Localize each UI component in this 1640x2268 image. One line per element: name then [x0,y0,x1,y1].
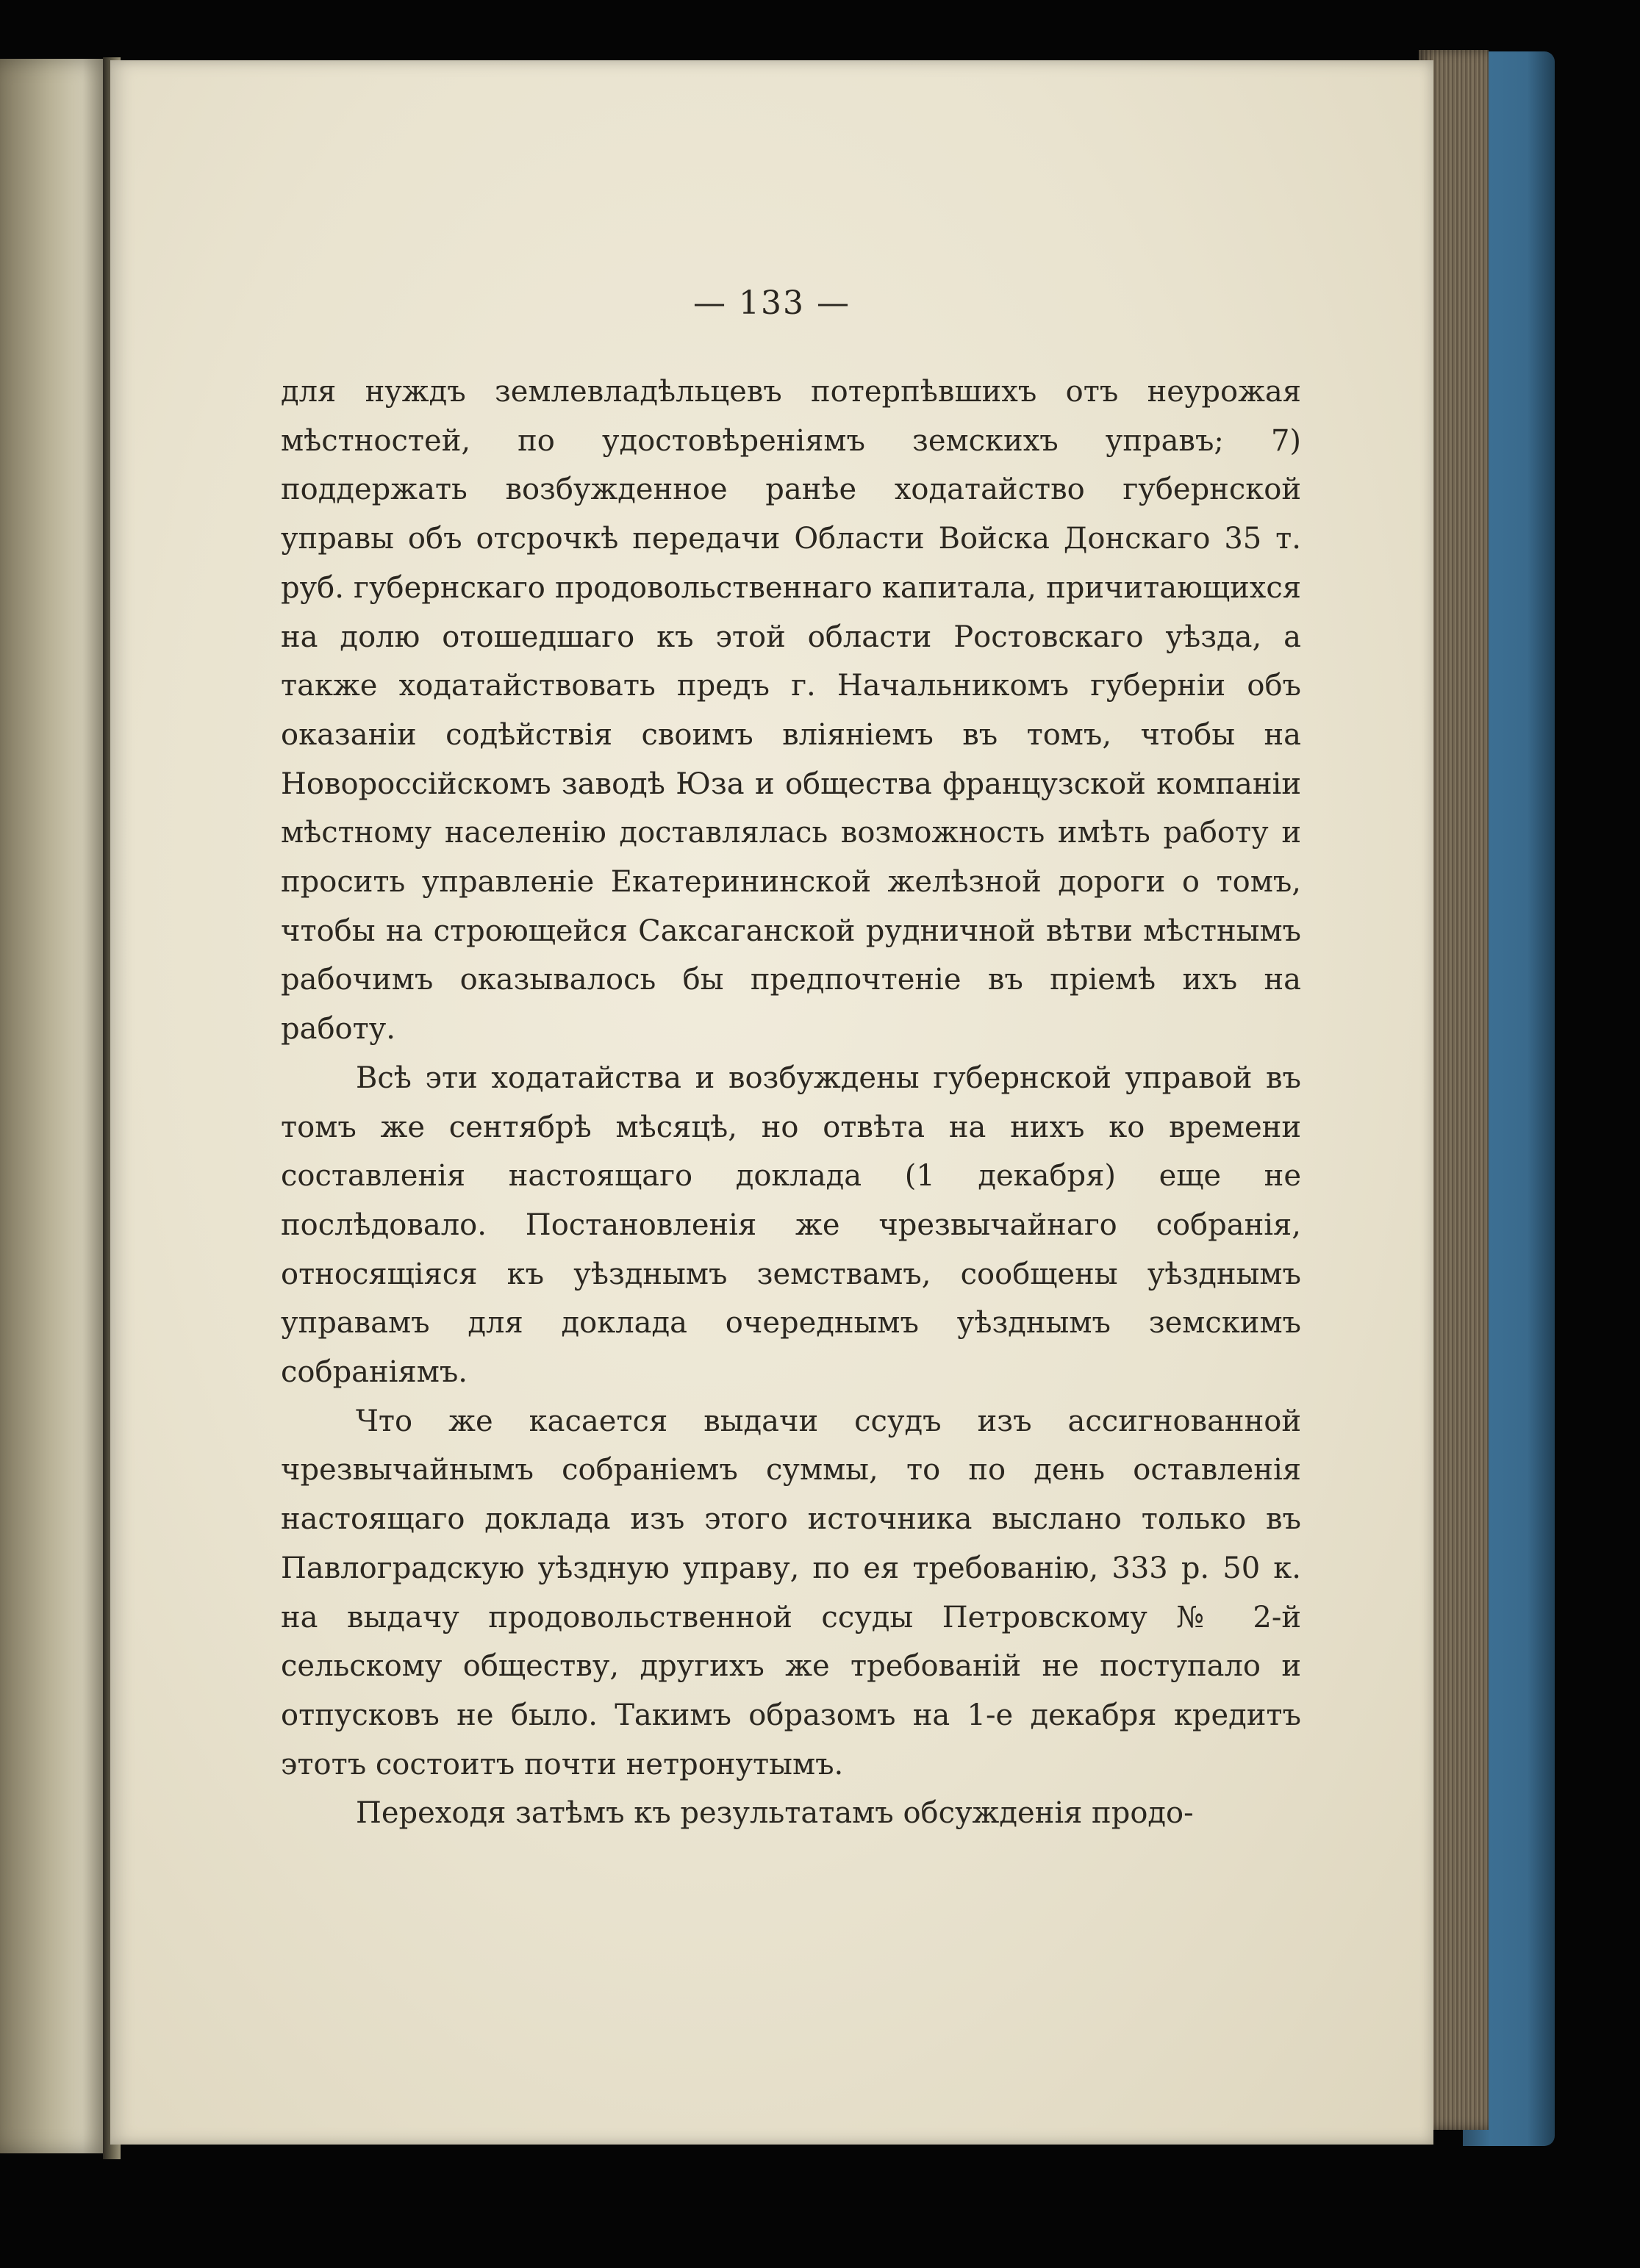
paragraph-4: Переходя затѣмъ къ результатамъ обсужденія продо- [356,1796,1194,1831]
page-number: — 133 — [693,284,851,322]
paragraph-3: Что же касается выдачи ссудъ изъ ассигнованной чрезвычайнымъ собраніемъ суммы, то по день оставленія настоящаго доклада изъ этого источника выслано только въ Павлоградскую уѣздную управу, по ея требованію, 333 р. 50 к. на выдачу продовольственной ссуды Петровскому № 2-й сельскому обществу, другихъ же требованій не поступало и отпусковъ не было. Такимъ образомъ на 1-е декабря кредитъ этотъ состоитъ почти нетронутымъ. [281,1404,1301,1781]
left-page-edge [0,59,110,2153]
paragraph-1: для нуждъ землевладѣльцевъ потерпѣвшихъ отъ неурожая мѣстностей, по удостовѣреніямъ земскихъ управъ; 7) поддержать возбужденное ранѣе ходатайство губернской управы объ отсрочкѣ передачи Области Войска Донскаго 35 т. руб. губернскаго продовольственнаго капитала, причитающихся на долю отошедшаго къ этой области Ростовскаго уѣзда, а также ходатайствовать предъ г. Начальникомъ губерніи объ оказаніи содѣйствія своимъ вліяніемъ въ томъ, чтобы на Новороссійскомъ заводѣ Юза и общества французской компаніи мѣстному населенію доставлялась возможность имѣть работу и просить управленіе Екатерининской желѣзной дороги о томъ, чтобы на строющейся Саксаганской рудничной вѣтви мѣстнымъ рабочимъ оказывалось бы предпочтеніе въ пріемѣ ихъ на работу. [281,375,1301,1047]
body-text [281,367,1301,1838]
paragraph-2: Всѣ эти ходатайства и возбуждены губернской управой въ томъ же сентябрѣ мѣсяцѣ, но отвѣта на нихъ ко времени составленія настоящаго доклада (1 декабря) еще не послѣдовало. Постановленія же чрезвычайнаго собранія, относящіяся къ уѣзднымъ земствамъ, сообщены уѣзднымъ управамъ для доклада очереднымъ уѣзднымъ земскимъ собраніямъ. [281,1061,1301,1390]
book-page [110,60,1433,2145]
